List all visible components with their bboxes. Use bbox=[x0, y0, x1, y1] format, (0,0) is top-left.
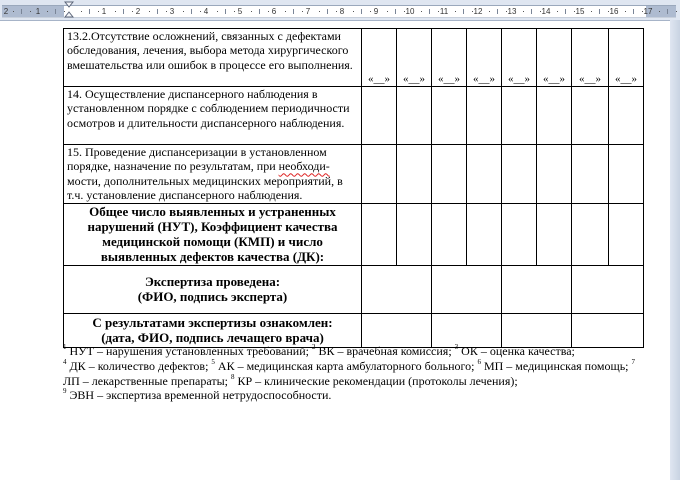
footnote-number: 6 bbox=[477, 357, 481, 366]
ruler-tick bbox=[497, 9, 498, 14]
mark-cell[interactable] bbox=[572, 145, 609, 204]
ruler-dot bbox=[98, 11, 99, 12]
footnote-number: 7 bbox=[631, 357, 636, 366]
mark-cell[interactable]: «__» bbox=[397, 29, 432, 87]
signature-cell[interactable] bbox=[572, 265, 644, 313]
mark-cell[interactable] bbox=[572, 203, 609, 265]
signature-cell[interactable] bbox=[502, 313, 572, 347]
mark-cell[interactable] bbox=[397, 203, 432, 265]
signature-cell[interactable] bbox=[572, 313, 644, 347]
footnote-number: 5 bbox=[211, 357, 215, 366]
ruler-number: 1 bbox=[35, 7, 41, 16]
ruler-number: 3 bbox=[169, 7, 175, 16]
footnote-text: ДК – количество дефектов; bbox=[66, 358, 212, 373]
mark-cell[interactable] bbox=[467, 203, 502, 265]
mark-cell[interactable] bbox=[609, 87, 644, 145]
ruler-tick bbox=[463, 9, 464, 14]
footnote-text: ЛП – лекарственные препараты; bbox=[63, 373, 231, 388]
ruler-number: 12 bbox=[473, 7, 483, 16]
ruler-tick bbox=[429, 9, 430, 14]
ruler-number: 15 bbox=[575, 7, 585, 16]
acquainted-label: С результатами экспертизы ознакомлен: (дата, ФИО, подпись лечащего врача) bbox=[64, 313, 362, 347]
footnote-line bbox=[63, 388, 653, 403]
ruler-tick bbox=[361, 9, 362, 14]
ruler-dot bbox=[115, 11, 116, 12]
signature-cell[interactable] bbox=[362, 265, 432, 313]
mark-cell[interactable]: «__» bbox=[362, 29, 397, 87]
ruler-number: 14 bbox=[541, 7, 551, 16]
ruler-number: 2 bbox=[3, 7, 9, 16]
mark-cell[interactable] bbox=[502, 203, 537, 265]
ruler-dot bbox=[642, 11, 643, 12]
ruler-dot bbox=[523, 11, 524, 12]
ruler-dot bbox=[302, 11, 303, 12]
mark-cell[interactable] bbox=[397, 145, 432, 204]
mark-cell[interactable]: «__» bbox=[609, 29, 644, 87]
ruler-dot bbox=[47, 11, 48, 12]
ruler-number: 16 bbox=[609, 7, 619, 16]
criterion-cell: 13.2.Отсутствие осложнений, связанных с дефектами обследования, лечения, выбора метода хирургического вмешательства или ошибок в процессе его выполнения. bbox=[64, 29, 362, 87]
ruler-number: 4 bbox=[203, 7, 209, 16]
ruler-dot bbox=[506, 11, 507, 12]
criterion-cell bbox=[64, 145, 362, 204]
ruler-dot bbox=[13, 11, 14, 12]
mark-cell[interactable]: «__» bbox=[572, 29, 609, 87]
footnote-number: 2 bbox=[311, 343, 316, 351]
ruler-dot bbox=[268, 11, 269, 12]
mark-cell[interactable]: «__» bbox=[467, 29, 502, 87]
footnote-line bbox=[63, 359, 653, 389]
ruler-dot bbox=[81, 11, 82, 12]
mark-cell[interactable] bbox=[537, 145, 572, 204]
mark-cell[interactable] bbox=[467, 145, 502, 204]
ruler-number: 9 bbox=[373, 7, 379, 16]
ruler-tick bbox=[225, 9, 226, 14]
ruler-dot bbox=[336, 11, 337, 12]
footnote-number: 9 bbox=[63, 387, 67, 396]
mark-cell[interactable] bbox=[537, 87, 572, 145]
mark-cell[interactable]: «__» bbox=[432, 29, 467, 87]
ruler-number: 5 bbox=[237, 7, 243, 16]
mark-cell[interactable] bbox=[502, 145, 537, 204]
signature-cell[interactable] bbox=[502, 265, 572, 313]
mark-cell[interactable] bbox=[397, 87, 432, 145]
acquainted-row bbox=[64, 313, 644, 347]
ruler-tick bbox=[21, 9, 22, 14]
ruler-dot bbox=[387, 11, 388, 12]
ruler-dot bbox=[319, 11, 320, 12]
mark-cell[interactable]: «__» bbox=[537, 29, 572, 87]
footnote-number: 8 bbox=[230, 372, 235, 381]
ruler-tick bbox=[55, 9, 56, 14]
ruler-dot bbox=[353, 11, 354, 12]
ruler-dot bbox=[574, 11, 575, 12]
expertise-row bbox=[64, 265, 644, 313]
ruler-number: 13 bbox=[507, 7, 517, 16]
mark-cell[interactable] bbox=[432, 203, 467, 265]
ruler-dot bbox=[370, 11, 371, 12]
ruler-number: 8 bbox=[339, 7, 345, 16]
ruler-dot bbox=[251, 11, 252, 12]
ruler-number: 1 bbox=[101, 7, 107, 16]
ruler-tick bbox=[123, 9, 124, 14]
ruler-dot bbox=[234, 11, 235, 12]
criterion-cell: 14. Осуществление диспансерного наблюдения в установленном порядке с соблюдением периодичности осмотров и длительности диспансерного наблюдения. bbox=[64, 87, 362, 145]
table-row bbox=[64, 145, 644, 204]
mark-cell[interactable]: «__» bbox=[502, 29, 537, 87]
ruler-dot bbox=[608, 11, 609, 12]
ruler-tick bbox=[633, 9, 634, 14]
mark-cell[interactable] bbox=[502, 87, 537, 145]
table-row bbox=[64, 87, 644, 145]
ruler-number: 11 bbox=[439, 7, 449, 16]
page-edge-shadow bbox=[670, 20, 680, 480]
footnote-text: АК – медицинская карта амбулаторного больного; bbox=[214, 358, 478, 373]
ruler-dot bbox=[438, 11, 439, 12]
footnotes bbox=[63, 344, 653, 403]
mark-cell[interactable] bbox=[572, 87, 609, 145]
spelling-error-word[interactable]: необходи- bbox=[278, 159, 330, 174]
ruler-tick bbox=[599, 9, 600, 14]
ruler-tick bbox=[89, 9, 90, 14]
ruler-dot bbox=[132, 11, 133, 12]
ruler-number: 2 bbox=[135, 7, 141, 16]
horizontal-ruler[interactable] bbox=[0, 0, 680, 21]
ruler-dot bbox=[217, 11, 218, 12]
ruler-tick bbox=[395, 9, 396, 14]
footnote-text: НУТ – нарушения установленных требований; bbox=[66, 344, 312, 358]
ruler-strip bbox=[2, 5, 676, 18]
signature-cell[interactable] bbox=[432, 265, 502, 313]
expertise-table bbox=[63, 28, 644, 348]
summary-row bbox=[64, 203, 644, 265]
mark-cell[interactable] bbox=[609, 145, 644, 204]
ruler-dot bbox=[200, 11, 201, 12]
footnote-number: 1 bbox=[63, 343, 67, 351]
ruler-tick bbox=[293, 9, 294, 14]
ruler-tick bbox=[157, 9, 158, 14]
footnote-number: 4 bbox=[63, 357, 67, 366]
mark-cell[interactable] bbox=[362, 87, 397, 145]
ruler-dot bbox=[285, 11, 286, 12]
ruler-dot bbox=[659, 11, 660, 12]
ruler-dot bbox=[166, 11, 167, 12]
mark-cell[interactable] bbox=[467, 87, 502, 145]
ruler-tick bbox=[667, 9, 668, 14]
ruler-tick bbox=[327, 9, 328, 14]
ruler-dot bbox=[557, 11, 558, 12]
ruler-dot bbox=[472, 11, 473, 12]
mark-cell[interactable] bbox=[432, 145, 467, 204]
footnote-line bbox=[63, 344, 653, 359]
ruler-tick bbox=[259, 9, 260, 14]
ruler-dot bbox=[183, 11, 184, 12]
ruler-dot bbox=[540, 11, 541, 12]
ruler-tick bbox=[565, 9, 566, 14]
mark-cell[interactable] bbox=[362, 145, 397, 204]
ruler-dot bbox=[489, 11, 490, 12]
ruler-number: 6 bbox=[271, 7, 277, 16]
ruler-dot bbox=[30, 11, 31, 12]
ruler-dot bbox=[149, 11, 150, 12]
ruler-tick bbox=[531, 9, 532, 14]
ruler-dot bbox=[404, 11, 405, 12]
ruler-dot bbox=[421, 11, 422, 12]
footnote-text: ЭВН – экспертиза временной нетрудоспособности. bbox=[66, 388, 332, 403]
footnote-text: МП – медицинская помощь; bbox=[480, 358, 632, 373]
ruler-number: 7 bbox=[305, 7, 311, 16]
criterion-text: мости, дополнительных медицинских мероприятий, в т.ч. установление диспансерного наблюдения. bbox=[67, 173, 343, 203]
footnote-text: ОК – оценка качества; bbox=[458, 344, 575, 358]
mark-cell[interactable] bbox=[432, 87, 467, 145]
ruler-dot bbox=[625, 11, 626, 12]
table-row bbox=[64, 29, 644, 87]
signature-cell[interactable] bbox=[432, 313, 502, 347]
ruler-tick bbox=[191, 9, 192, 14]
signature-cell[interactable] bbox=[362, 313, 432, 347]
ruler-dot bbox=[591, 11, 592, 12]
ruler-dot bbox=[455, 11, 456, 12]
mark-cell[interactable] bbox=[609, 203, 644, 265]
footnote-number: 3 bbox=[454, 343, 459, 351]
mark-cell[interactable] bbox=[362, 203, 397, 265]
expertise-label: Экспертиза проведена: (ФИО, подпись эксперта) bbox=[64, 265, 362, 313]
ruler-dot bbox=[676, 11, 677, 12]
footnote-text: КР – клинические рекомендации (протоколы лечения); bbox=[234, 373, 518, 388]
footnote-text: ВК – врачебная комиссия; bbox=[315, 344, 455, 358]
first-line-indent-marker[interactable] bbox=[64, 1, 74, 19]
criterion-text: 15. Проведение диспансеризации в установленном порядке, назначение по результатам, при bbox=[67, 145, 327, 174]
ruler-number: 10 bbox=[405, 7, 415, 16]
mark-cell[interactable] bbox=[537, 203, 572, 265]
summary-label: Общее число выявленных и устраненных нарушений (НУТ), Коэффициент качества медицинской помощи (КМП) и число выявленных дефектов качества (ДК): bbox=[64, 203, 362, 265]
ruler-number: 17 bbox=[643, 7, 653, 16]
